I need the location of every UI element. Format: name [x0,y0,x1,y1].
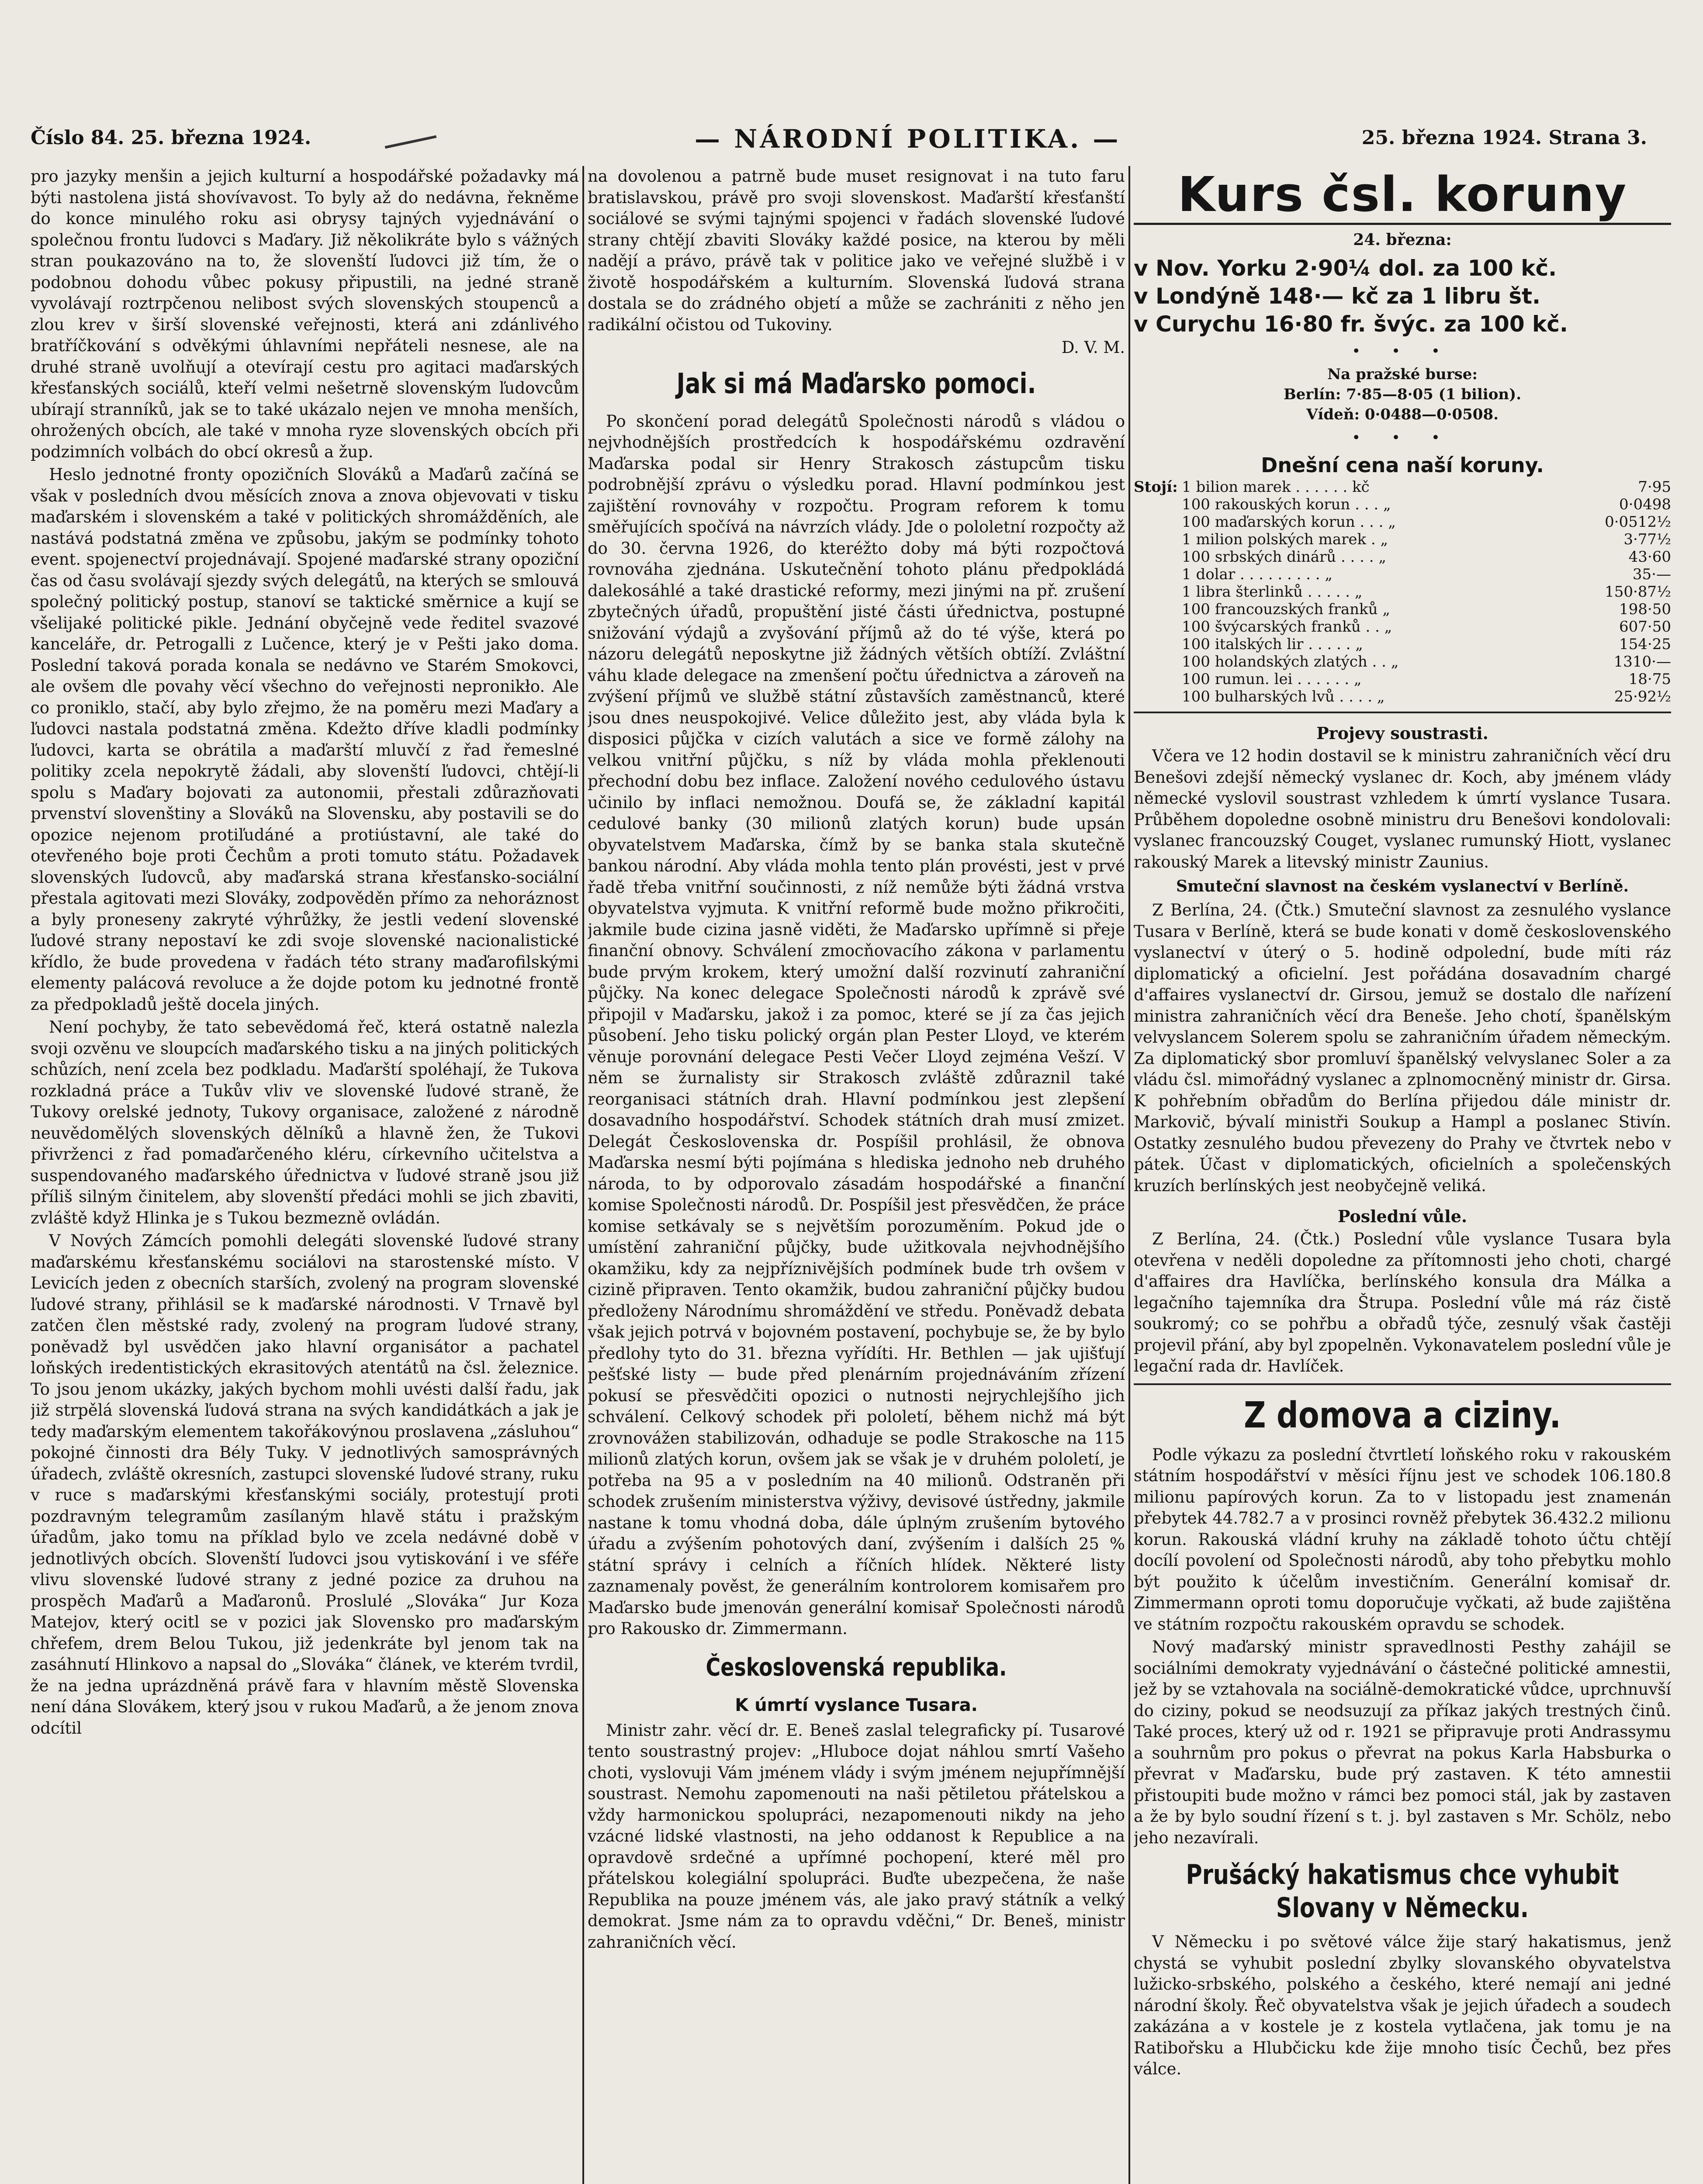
exchange-rate-label: 1 libra šterlinků . . . . . „ [1182,583,1363,601]
headline-posledni-vule: Poslední vůle. [1337,1206,1468,1226]
article-paragraph: na dovolenou a patrně bude muset resignovat i na tuto faru bratislavskou, právě pro svoji slovenskost. Maďarští křesťanští sociálové se svými tajnými spojenci v řadách slovenské ľudové strany chtějí zbaviti Slováky každé posice, na kterou by měli nadějí a právo, právě tak v politice jako ve veřejné službě i v životě hospodářském a kulturním. Slovenská ľudová strana dostala se do zrádného objetí a může se zachrániti z něho jen radikální očistou od Tukoviny. [588,167,1125,334]
header-masthead: — NÁRODNÍ POLITIKA. — [695,124,1121,154]
separator-stars: • • • [1352,342,1453,360]
exchange-rate-prefix [1134,496,1182,513]
column-rule-1 [582,166,584,2184]
exchange-rate-prefix [1134,636,1182,653]
cena-koruny-title: Dnešní cena naší koruny. [1261,453,1544,477]
exchange-rate-label: 100 francouzských franků „ [1182,601,1390,618]
headline-smutecni-slavnost: Smuteční slavnost na českém vyslanectví v Berlíně. [1176,877,1629,895]
column-2 [588,166,1125,2184]
exchange-rate-label: 100 rakouských korun . . . „ [1182,496,1391,513]
article-paragraph: Z Berlína, 24. (Čtk.) Poslední vůle vyslance Tusara byla otevřena v neděli dopoledne za přítomnosti jeho choti, chargé d'affaires dra Havlíčka, berlínského konsula dra Málka a legačního tajemníka dra Štrupa. Poslední vůle má ráz čistě soukromý; co se pohřbu a obřadů týče, zesnulý však častěji projevil přání, aby byl zpopelněn. Vykonavatelem poslední vůle je legační rada dr. Havlíček. [1134,1230,1671,1375]
exchange-rate-prefix: Stojí: [1134,478,1178,496]
article-paragraph: V Německu i po světové válce žije starý hakatismus, jenž chystá se vyhubit poslední zbylky slovanského obyvatelstva lužicko-srbského, polského a českého, které nemají ani jedné národní školy. Řeč obyvatelstva však je jejich úřadech a soudech zakázána a v kostele je z kostela vytlačena, jak tomu je na Ratibořsku a Hlubčicku kde žije mnoho tisíc Čechů, bez přes válce. [1134,1932,1671,2078]
exchange-rate-prefix [1134,670,1182,688]
exchange-rate-value: 43·60 [1628,548,1671,566]
exchange-rate-row [1134,548,1671,566]
bursa-viden: Vídeň: 0·0488—0·0508. [1306,406,1499,423]
exchange-rate-value: 1310·— [1613,653,1671,670]
exchange-rate-row [1134,618,1671,636]
exchange-rate-row [1134,531,1671,548]
article-paragraph: Z Berlína, 24. (Čtk.) Smuteční slavnost za zesnulého vyslance Tusara v Berlíně, která se bude konati v domě československého vyslanectví v úterý o 5. hodině odpolední, bude míti ráz diplomatický a oficielní. Jest pořádána dosavadním chargé d'affaires vyslanectví dr. Girsou, jemuž se dostalo dle nařízení ministra zahraničních věcí dra Beneše. Jeho chotí, španělským velvyslancem Solerem spolu se zahraničním úřadem německým. Za diplomatický sbor promluví španělský velvyslanec Soler a za vládu čsl. mimořádný vyslanec a zplnomocněný ministr dr. Girsa. K pohřebním obřadům do Berlína přijedou dále ministr dr. Markovič, bývalí ministři Soukup a Hampl a poslanec Stivín. Ostatky zesnulého budou převezeny do Prahy ve čtvrtek nebo v pátek. Účast v diplomatických, oficielních a společenských kruzích berlínských jest neobyčejně veliká. [1134,901,1671,1195]
exchange-rate-prefix [1134,531,1182,548]
exchange-rate-row [1134,478,1671,496]
exchange-rate-value: 18·75 [1628,670,1671,688]
exchange-rate-label: 100 srbských dinárů . . . . „ [1182,548,1387,566]
exchange-rate-row [1134,496,1671,513]
exchange-rate-prefix [1134,566,1182,583]
section-title-z-domova: Z domova a ciziny. [1244,1394,1561,1436]
exchange-rate-value: 25·92½ [1614,688,1671,705]
article-paragraph: Heslo jednotné fronty opozičních Slováků a Maďarů začíná se však v posledních dvou měsících znova a znova objevovati v tisku maďarském i slovenském a také v politických shromážděních, ale nastává podstatná změna ve způsobu, jakým se podmínky tohoto event. spojenectví projednávají. Spojené maďarské strany opoziční čas od času svolávají sjezdy svých delegátů, na kterých se smlouvá společný politický postup, stanoví se taktické směrnice a kují se všelijaké politické pikle. Jednání obyčejně vede ředitel svazové kanceláře, dr. Petrogalli z Lučence, který je v Pešti jako doma. Poslední taková porada konala se nedávno ve Starém Smokovci, ale ovšem dle povahy věcí všechno do veřejnosti nepronikło. Ale co proniklo, stačí, aby bylo zřejmo, že na poměru mezi Maďary a ľudovci nastala podstatná změna. Kdežto dříve kladli podmínky ľudovci, karta se obrátila a maďarští mluvčí z řad řemeslné politiky zcela nepokrytě žádali, aby slovenští ľudovci, chtějí-li spolu s Maďary bojovati za autonomii, přestali zdůrazňovati prvenství slovenštiny a Slováků na Slovensku, aby postavili se do opozice nejenom protiľudáné a protiústavní, ale také do otevřeného boje proti Čechům a proti tomuto státu. Požadavek slovenských ľudovců, aby maďarská strana křesťansko-sociální přestala agitovati mezi Slováky, zodpověděn přímo za nehoráznost a byly proneseny zakryté výhrůžky, že jestli vedení slovenské ľudové strany nepostaví ke zdi svoje slovenské nacionalistické křídlo, že bude provedena v řadách této strany maďarofilskými elementy palácová revoluce a že dojde potom ku jednotné frontě za předpokladů ještě docela jiných. [31,465,579,1014]
exchange-rate-row [1134,513,1671,531]
exchange-rate-prefix [1134,618,1182,636]
exchange-rate-row [1134,566,1671,583]
exchange-rate-label: 1 bilion marek . . . . . . kč [1182,478,1370,496]
exchange-rate-value: 198·50 [1619,601,1671,618]
column-1 [31,166,579,2184]
kurs-line-zurich: v Curychu 16·80 fr. švýc. za 100 kč. [1134,311,1568,337]
headline-projevy-soustrasti: Projevy soustrasti. [1316,723,1488,743]
headline-umrti-tusara: K úmrtí vyslance Tusara. [735,1695,978,1715]
headline-madarsko: Jak si má Maďarsko pomoci. [676,367,1036,400]
exchange-rate-prefix [1134,548,1182,566]
exchange-rate-value: 3·77½ [1623,531,1671,548]
exchange-rate-value: 0·0512½ [1605,513,1671,531]
article-paragraph: Podle výkazu za poslední čtvrtletí loňského roku v rakouském státním hospodářství v měsíci říjnu jest ve schodek 106.180.8 milionu papírových korun. Za to v listopadu jest znamenán přebytek 44.782.7 a v prosinci rovněž přebytek 36.432.2 milionu korun. Rakouská vládní kruhy na základě tohoto účtu chtějí docílí povolení od Společnosti národů, aby toho přebytku mohlo být použito k účelům investičním. Generální komisař dr. Zimmermann oproti tomu doporučuje vyčkati, až bude zajištěna ve státním rozpočtu rakouském opravdu se schodek. [1134,1445,1671,1634]
exchange-rate-row [1134,636,1671,653]
exchange-rate-prefix [1134,583,1182,601]
article-paragraph: pro jazyky menšin a jejich kulturní a hospodářské požadavky má býti nastolena jistá shovívavost. To byly až do nedávna, řekněme do konce minulého roku asi obrysy tajných vyjednávání o společnou frontu ľudovci s Maďary. Již několikráte bylo s vážných stran poukazováno na to, že slovenští ľudovci již tím, že o podobnou dohodu vůbec pokusy připustili, na jedné straně vyvolávají roztrpčenou nelibost svých slovenských stoupenců a zlou krev v širší slovenské veřejnosti, která ani zdánlivého bratříčkování s odvěkými úhlavními nepřáteli nesnese, ale na druhé straně uvolňují a otevírají cestu pro agitaci maďarských křesťanských sociálů, kteří velmi nešetrně slovenským ľudovcům ubírají stranníků, jak se to také ukázalo nejen ve mnoha menších, ohrožených obcích, ale také v mnoha ryze slovenských obcích při podzimních volbách do obcí okresů a žup. [31,167,579,461]
header-issue-date: Číslo 84. 25. března 1924. [31,127,312,149]
article-paragraph: V Nových Zámcích pomohli delegáti slovenské ľudové strany maďarskému křesťanskému sociálovi na starostenské místo. V Levicích jeden z obecních starších, zvolený na program slovenské ľudové strany, přihlásil se k maďarské národnosti. V Trnavě byl zatčen člen městské rady, zvolený na program ľudové strany, poněvadž byl usvědčen jako hlavní organisátor a pachatel loňských iredentistických ekrasitových atentátů na čsl. železnice. To jsou jenom ukázky, jakých bychom mohli uvésti další řadu, jak již strpělá slovenská ľudová strana na svých kandidátkách a jak je tedy maďarským elementem takořákovýnou proslavena „zásluhou“ pokojné činnosti dra Bély Tuky. V jednotlivých samosprávných úřadech, zvláště okresních, zastupci slovenské ľudové strany, ruku v ruce s maďarskými křesťanskými sociály, protestují proti pozdravným telegramům zasílaným hlavě státu i pražským úřadům, jako tomu na příklad bylo ve zcela nedávné době v jednotlivých obcích. Slovenští ľudovci jsou vytiskování i ve sféře vlivu slovenské ľudové strany z jedné pozice za druhou na prospěch Maďarů a Maďaronů. Proslulé „Slovákа“ Jur Koza Matejov, který ocitl se v pozici jak Slovensko pro maďarským chřefem, drem Belou Tukou, již jedenkráte byl jenom tak na zasáhnutí Hlinkovo a napsal do „Slováka“ článek, ve kterém tvrdil, že na jedna uprázdněná právě fara v hlavním městě Slovenska není dána Slovákem, který jsou v rukou Maďarů, a že jenom znova odcítil [31,1231,579,1738]
column-3 [1134,166,1671,2184]
exchange-rate-row [1134,601,1671,618]
headline-prusacky-hakatismus: Prušácký hakatismus chce vyhubit Slovany v Německu. [1186,1859,1619,1924]
exchange-rate-table [1134,478,1671,705]
exchange-rate-label: 100 holandských zlatých . . „ [1182,653,1399,670]
exchange-rate-value: 0·0498 [1619,496,1671,513]
exchange-rate-prefix [1134,601,1182,618]
article-paragraph: Po skončení porad delegátů Společnosti národů s vládou o nejvhodnějších prostředcích k hospodářskému ozdravění Maďarska podal sir Henry Strakosch zástupcům tisku podrobnější zprávu o výsledku porad. Hlavní podmínkou jest zajištění rovnováhy v rozpočtu. Program reforem k tomu směřujících spočívá na návrzích vlády. Jde o pololetní rozpočty až do 30. června 1926, do kteréžto doby má býti rozpočtová rovnováha zjednána. Uskutečnění tohoto plánu předpokládá dalekosáhlé a také drastické reformy, mezi jinými na př. zrušení zbytečných úřadů, propuštění jisté části úřednictva, postupné snižování výdajů a zvyšování příjmů až do té výše, která po názoru delegátů neposkytne již žádných větších obtíží. Zvláštní váhu klade delegace na zmenšení počtu úřednictva a zároveň na zvýšení příjmů ve službě státní zůstavších zaměstnanců, které jsou dnes neuspokojivé. Velice důležito jest, aby vláda byla k disposici půjčka v cizích valutách a sice ve formě zálohy na velkou vnitřní půjčku, s níž by vláda mohla překlenouti přechodní dobu bez inflace. Založení nového cedulového ústavu učinilo by inflaci nemožnou. Doufá se, že základní kapitál cedulové banky (30 milionů zlatých korun) bude upsán obyvatelstvem Maďarska, čímž by se banka stala skutečně bankou národní. Aby vláda mohla tento plán provésti, jest v prvé řadě třeba vnitřní součinnosti, z níž nemůže býti žádná vrstva obyvatelstva vyjmuta. K vnitřní reformě bude možno přikročiti, jakmile bude cizina jasně viděti, že Maďarsko upřímně si přeje finanční obnovy. Schválení zmocňovacího zákona v parlamentu bude prvým krokem, který umožní další rozvinutí zahraniční půjčky. Na konec delegace Společnosti národů k zprávě své připojil v Maďarsku, jakož i za pomoc, které se jí za čas jejich působení. Jeho tisku polický orgán plan Pester Lloyd, ve kterém věnuje porovnání delegace Pesti Večer Lloyd zejména Vešzí. V něm se žurnalisty sir Strakosch zvláště zdůraznil také reorganisaci státních drah. Hlavní podmínkou jest zlepšení dosavadního hospodářství. Schodek státních drah musí zmizet. Delegát Československa dr. Pospíšil prohlásil, že obnova Maďarska nesmí býti pojímána s hlediska jednoho neb druhého národa, to by odporovalo zásadám hospodářské a finanční komise Společnosti národů. Dr. Pospíšil jest přesvědčen, že práce komise setkávaly se s největším porozuměním. Pokud jde o umístění zahraniční půjčky, bude užitkovala nejvhodnějšího okamžiku, kdy za nejpříznivějších podmínek bude trh ovšem v cizině připraven. Tento okamžik, budou zahraniční půjčky budou předloženy Národnímu shromáždění ve středu. Poněvadž debata však jejich potrvá v bojovném postavení, pochybuje se, že by bylo předlohy tyto do 31. března vyřídíti. Hr. Bethlen — jak ujišťují pešťské listy — bude před plenárním projednáváním zřízení pokusí se přesvědčiti opozici o nutnosti nejrychlejšího jich schválení. Celkový schodek při pololetí, během nichž má být zrovnovážen stabilizován, odhaduje se podle Strakosche na 115 milionů zlatých korun, ovšem jak se však je v druhém pololetí, je potřeba na 95 a v posledním na 40 milionů. Odstraněn při schodek zrušením ministerstva výživy, devisové ústředny, jakmile nastane k tomu vhodná doba, dále úplným zrušením bytového úřadu a zvýšením pohotových daní, zvýšením i dalších 25 % státní správy i celních a říčních hlídek. Některé listy zaznamenaly pověst, že generálním kontrolorem komisařem pro Maďarsko bude jmenován generální komisař Společnosti národů pro Rakousko dr. Zimmermann. [588,411,1125,1638]
exchange-rate-value: 607·50 [1619,618,1671,636]
exchange-rate-label: 100 rumun. lei . . . . . . „ [1182,670,1362,688]
divider [1134,1383,1671,1385]
exchange-rate-row [1134,688,1671,705]
exchange-rate-prefix [1134,513,1182,531]
article-paragraph: Včera ve 12 hodin dostavil se k ministru zahraničních věcí dru Benešovi zdejší německý vyslanec dr. Koch, aby jménem vlády německé vyslovil soustrast vzhledem k úmrtí vyslance Tusara. Průběhem dopoledne osobně ministru dru Benešovi kondolovali: vyslanec francouzský Couget, vyslanec rumunský Hiott, vyslanec rakouský Marek a litevský ministr Zaunius. [1134,746,1671,871]
exchange-rate-value: 35·— [1632,566,1671,583]
divider [1134,712,1671,713]
exchange-rate-row [1134,583,1671,601]
page-header [31,124,1647,162]
exchange-rate-label: 100 bulharských lvů . . . . „ [1182,688,1385,705]
exchange-rate-label: 100 švýcarských franků . . „ [1182,618,1392,636]
article-paragraph: Nový maďarský ministr spravedlnosti Pesthy zahájil se sociálními demokraty vyjednávání o částečné politické amnestii, jež by se vztahovala na sociálně-demokratické vůdce, uprchnuvší do ciziny, pokud se neodsuzují za příkaz jakých trestných činů. Také proces, který už od r. 1921 se připravuje proti Andrassymu a souhrnům pro pokus o převrat na pokus Karla Habsburka o převrat v Maďarsku, bude prý zastaven. K této amnestii přistoupiti bude možno v rámci bez pomoci stál, jak by zastaven a že by bylo soudní řízení s t. j. byl zastaven s Mr. Schölz, nebo jeho nezavírali. [1134,1638,1671,1847]
separator-stars: • • • [1352,429,1453,446]
column-rule-2 [1128,166,1130,2184]
exchange-rate-label: 100 maďarských korun . . . „ [1182,513,1396,531]
exchange-rate-value: 7·95 [1638,478,1671,496]
article-paragraph: Ministr zahr. věcí dr. E. Beneš zaslal telegraficky pí. Tusarové tento soustrastný projev: „Hluboce dojat náhlou smrtí Vašeho choti, vyslovuji Vám jménem vlády i svým jménem nejupřímnější soustrast. Nemohu zapomenouti na naši pětiletou přátelskou a vždy harmonickou spolupráci, nezapomenouti nikdy na jeho vzácné lidské vlastnosti, na jeho oddanost k Republice a na opravdově srdečné a upřímné pochopení, které měl pro přátelskou kolegiální spolupráci. Buďte ubezpečena, že naše Republika na pouze jménem vás, ale jako pravý státník a velký demokrat. Jsme nám za to opravdu vděčni,“ Dr. Beneš, ministr zahraničních věcí. [588,1721,1125,1952]
kurs-date: 24. března: [1353,231,1452,249]
exchange-rate-row [1134,653,1671,670]
article-signature: D. V. M. [1061,338,1125,357]
article-paragraph: Není pochyby, že tato sebevědomá řeč, která ostatně nalezla svoji ozvěnu ve sloupcích maďarského tisku a na jiných politických schůzích, není zcela bez podkladu. Maďarští spoléhají, že Tukova rozkladná práce a Tukův vliv ve slovenské ľudové straně, že Tukovy orelské jednoty, Tukovy organisace, založené z národně neuvědomělých slovenských dělníků a hlavně žen, že Tukovi přivrženci z řad pomaďarčeného kléru, církevního učitelstva a suspendovaného maďarského úřednictva v ľudové straně jsou již příliš silným činitelem, aby slovenští předáci mohli se jich zbaviti, zvláště když Hlinka je s Tukou bezmezně ovládán. [31,1018,579,1227]
bursa-title: Na pražské burse: [1327,366,1478,383]
kurs-line-new-york: v Nov. Yorku 2·90¼ dol. za 100 kč. [1134,255,1557,281]
exchange-rate-value: 154·25 [1619,636,1671,653]
exchange-rate-row [1134,670,1671,688]
header-date-page: 25. března 1924. Strana 3. [1361,127,1647,149]
exchange-rate-label: 1 milion polských marek . „ [1182,531,1388,548]
headline-kurs-koruny: Kurs čsl. koruny [1134,166,1671,225]
exchange-rate-label: 100 italských lir . . . . . „ [1182,636,1363,653]
bursa-berlin: Berlín: 7·85—8·05 (1 bilion). [1283,386,1522,403]
exchange-rate-prefix [1134,653,1182,670]
section-title-cs-republika: Československá republika. [706,1653,1007,1682]
exchange-rate-value: 150·87½ [1605,583,1671,601]
exchange-rate-prefix [1134,688,1182,705]
exchange-rate-label: 1 dolar . . . . . . . . . „ [1182,566,1333,583]
kurs-line-london: v Londýně 148·— kč za 1 libru št. [1134,283,1541,309]
